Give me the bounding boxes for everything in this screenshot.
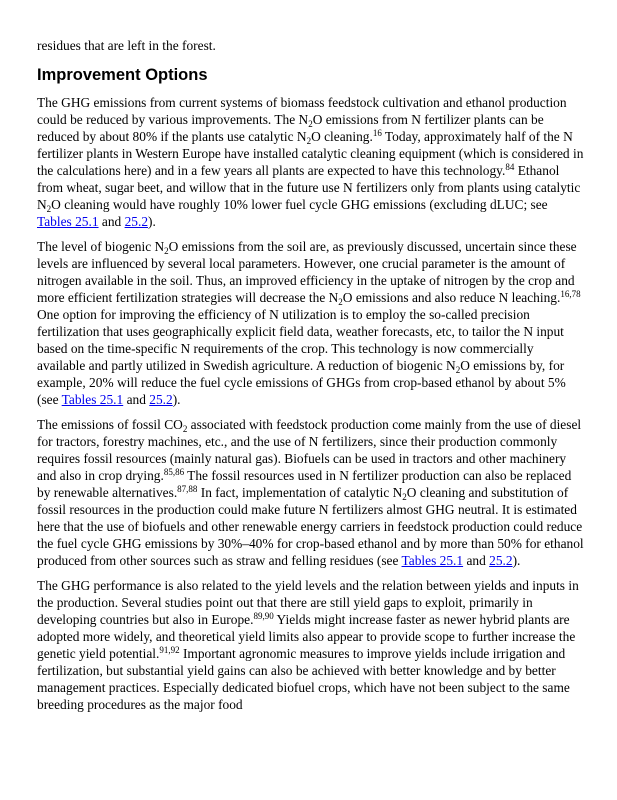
text-run: associated with feedstock production come mainly from the use of diesel for tractors, forestry machines, etc., and the use of N fertilizers, since their production commonly requires fossil resources (mainly natural gas). Biofuels can be used in tractors and other machinery and also in crop drying.	[37, 417, 582, 483]
subscript: 2	[182, 424, 188, 434]
text-run: The GHG performance is also related to the yield levels and the relation between yields and inputs in the production. Several studies point out that there are still yield gaps to exploit, primarily in developing countries but also in Europe.	[37, 578, 579, 627]
body-paragraph	[37, 94, 585, 230]
body-paragraph	[37, 416, 585, 569]
text-run: In fact, implementation of catalytic N	[197, 485, 403, 500]
citation-reference: 84	[505, 162, 515, 172]
text-run: O emissions by, for example, 20% will reduce the fuel cycle emissions of GHGs from crop-based ethanol by about 5% (see	[37, 358, 566, 407]
text-run: The emissions of fossil CO	[37, 417, 183, 432]
table-cross-reference-link[interactable]: Tables 25.1	[37, 214, 99, 229]
text-run: ).	[512, 553, 521, 568]
table-cross-reference-link[interactable]: Tables 25.1	[61, 392, 124, 407]
text-run: O cleaning would have roughly 10% lower fuel cycle GHG emissions (excluding dLUC; see	[51, 197, 548, 212]
table-cross-reference-link[interactable]: 25.2	[489, 553, 513, 568]
text-run: Ethanol from wheat, sugar beet, and willow that in the future use N fertilizers only from plants using catalytic N	[37, 163, 581, 212]
text-run: O cleaning.	[311, 129, 373, 144]
citation-reference: 16,78	[560, 289, 581, 299]
intro-fragment: residues that are left in the forest.	[37, 38, 216, 53]
text-run: ).	[172, 392, 181, 407]
text-run: O emissions from N fertilizer plants can be reduced by about 80% if the plants use catalytic N	[37, 112, 544, 144]
text-run: The fossil resources used in N fertilizer production can also be replaced by renewable alternatives.	[37, 468, 572, 500]
subscript: 2	[455, 365, 461, 375]
subscript: 2	[338, 297, 343, 307]
section-heading: Improvement Options	[37, 66, 208, 84]
text-run: ).	[148, 214, 156, 229]
text-run: The level of biogenic N	[37, 239, 165, 254]
text-run: and	[123, 392, 150, 407]
citation-reference: 85,86	[163, 467, 185, 477]
subscript: 2	[46, 204, 52, 214]
text-run: Important agronomic measures to improve yields include irrigation and fertilization, but substantial yield gains can also be achieved with better knowledge and by better management practices. Especially dedicated biofuel crops, which have not been subject to the same breeding procedures as the major food	[37, 646, 570, 712]
text-run: The GHG emissions from current systems of biomass feedstock cultivation and ethanol production could be reduced by various improvements. The N	[37, 95, 567, 127]
text-run: and	[463, 553, 490, 568]
subscript: 2	[308, 119, 313, 129]
text-run: One option for improving the efficiency of N utilization is to employ the so-called precision fertilization that uses geographically explicit field data, weather forecasts, etc, to tailor the N input based on the time-specific N requirements of the crop. This technology is now commercially available and partly utilized in Swedish agriculture. A reduction of biogenic N	[37, 307, 564, 373]
citation-reference: 91,92	[159, 645, 180, 655]
text-run: Today, approximately half of the N fertilizer plants in Western Europe have installed catalytic cleaning equipment (which is considered in the calculations here) and in a few years all plants are expected to have this technology.	[37, 129, 584, 178]
table-cross-reference-link[interactable]: Tables 25.1	[401, 553, 464, 568]
table-cross-reference-link[interactable]: 25.2	[124, 214, 149, 229]
section-body	[37, 94, 585, 713]
text-run: O emissions from the soil are, as previously discussed, uncertain since these levels are influenced by several local parameters. However, one crucial parameter is the amount of nitrogen available in the soil. Thus, an improved efficiency in the uptake of nitrogen by the crop and more efficient fertilization strategies will decrease the N	[37, 239, 577, 305]
subscript: 2	[402, 492, 407, 502]
document-page	[37, 37, 585, 721]
citation-reference: 87,88	[177, 484, 198, 494]
body-paragraph	[37, 577, 585, 713]
subscript: 2	[164, 246, 169, 256]
text-run: O emissions and also reduce N leaching.	[342, 290, 561, 305]
text-run: and	[98, 214, 125, 229]
text-run: Yields might increase faster as newer hybrid plants are adopted more widely, and theoretical yield limits also appear to provide scope to further increase the genetic yield potential.	[37, 612, 576, 661]
citation-reference: 89,90	[253, 611, 274, 621]
text-run: O cleaning and substitution of fossil resources in the production could make future N fertilizers almost GHG neutral. It is estimated here that the use of biofuels and other renewable energy carriers in feedstock production could reduce the fuel cycle GHG emissions by 30%–40% for crop-based ethanol and by more than 50% for ethanol produced from other sources such as straw and felling residues (see	[37, 485, 584, 568]
citation-reference: 16	[372, 128, 382, 138]
subscript: 2	[306, 136, 312, 146]
body-paragraph	[37, 238, 585, 408]
table-cross-reference-link[interactable]: 25.2	[149, 392, 173, 407]
